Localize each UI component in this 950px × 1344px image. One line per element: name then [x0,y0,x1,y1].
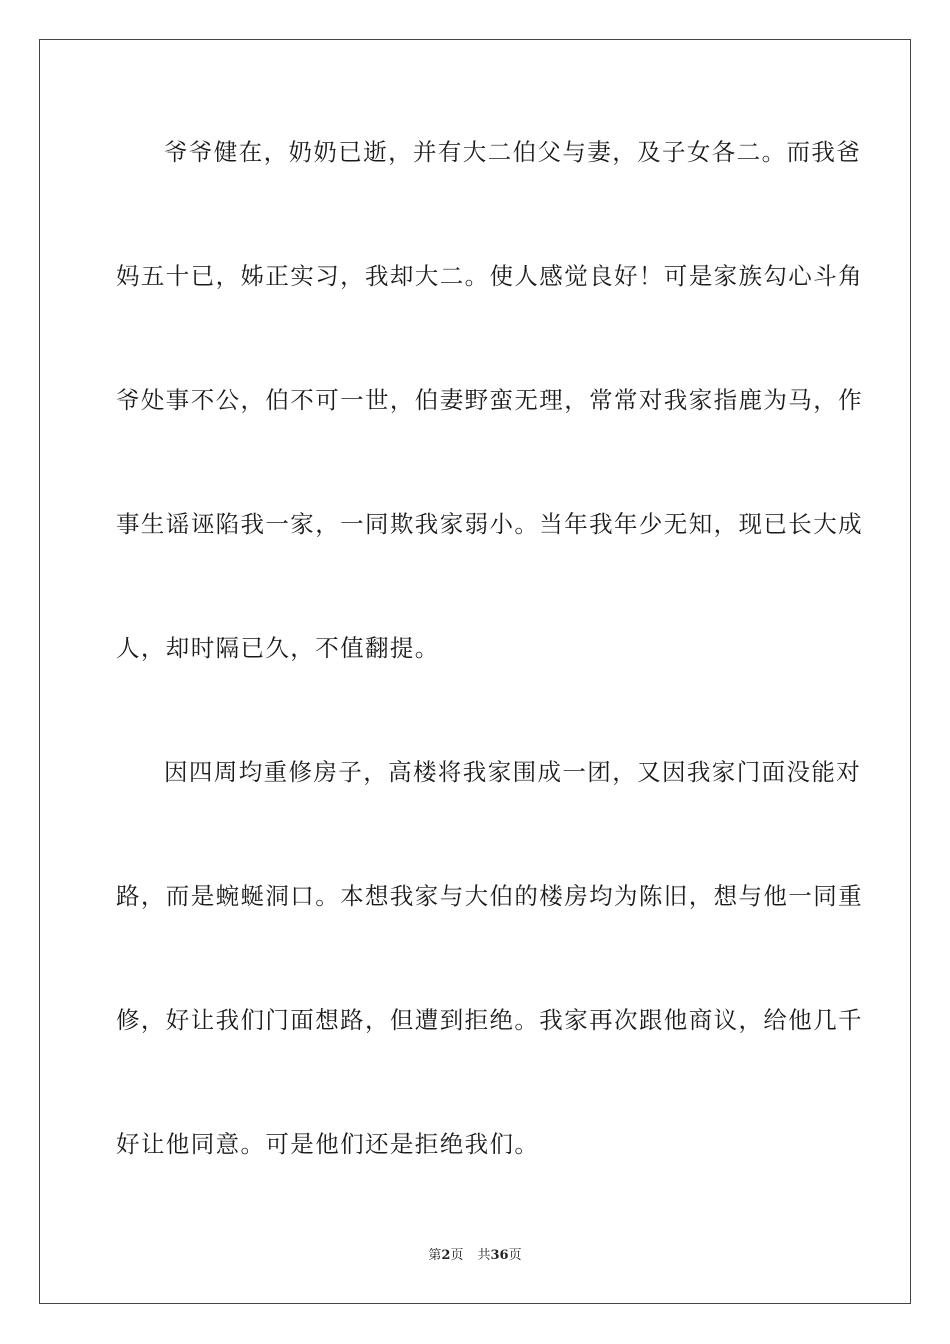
total-prefix: 共 [477,1248,491,1263]
page-footer [0,1247,950,1265]
text-line: 人，却时隔已久，不值翻提。 [116,634,440,662]
text-line: 因四周均重修房子，高楼将我家围成一团，又因我家门面没能对 [164,758,862,786]
total-suffix: 页 [508,1248,522,1263]
text-line: 妈五十已，姊正实习，我却大二。使人感觉良好！可是家族勾心斗角 [116,262,863,290]
current-page-number: 2 [441,1248,451,1263]
text-line: 好让他同意。可是他们还是拒绝我们。 [116,1130,540,1158]
page-suffix: 页 [450,1248,464,1263]
text-line: 爷爷健在，奶奶已逝，并有大二伯父与妻，及子女各二。而我爸 [164,138,862,166]
text-line: 事生谣诬陷我一家，一同欺我家弱小。当年我年少无知，现已长大成 [116,510,863,538]
text-line: 修，好让我们门面想路，但遭到拒绝。我家再次跟他商议，给他几千 [116,1006,863,1034]
total-page-count: 36 [490,1248,509,1263]
page-frame [39,39,911,1304]
text-line: 爷处事不公，伯不可一世，伯妻野蛮无理，常常对我家指鹿为马，作 [116,386,863,414]
text-line: 路，而是蜿蜒洞口。本想我家与大伯的楼房均为陈旧，想与他一同重 [116,882,863,910]
page-prefix: 第 [428,1248,442,1263]
